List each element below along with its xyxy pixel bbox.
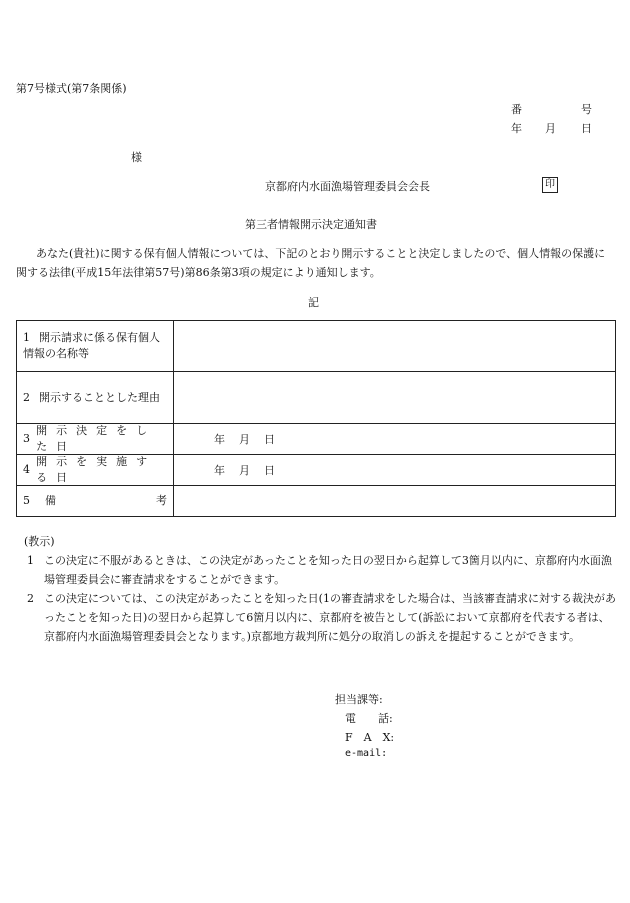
table-row-name — [17, 321, 615, 371]
row-label-text: 開示決定をした日 — [36, 424, 157, 453]
row-label-text-b: 考 — [156, 494, 167, 507]
note-text: この決定については、この決定があったことを知った日(1の審査請求をした場合は、当該審査請求に対する裁決があったことを知った日)の翌日から起算して6箇月以内に、京都府を被告として(訴訟において京都府を代表する者は、京都府内水面漁場管理委員会となります。)京都地方裁判所に処分の取消しの訴えを提起することができます。 — [44, 592, 616, 643]
row-label — [17, 321, 174, 371]
note-number: 2 — [27, 592, 34, 605]
table-row-decision-date — [17, 423, 615, 454]
row-number: 1 — [23, 331, 30, 344]
table-row-remarks — [17, 485, 615, 516]
contact-fax: F A X: — [345, 731, 395, 744]
row-label-text: 開示を実施する日 — [36, 455, 157, 484]
date-year: 年 — [214, 464, 225, 477]
row-number: 5 — [23, 494, 30, 507]
note-text: この決定に不服があるときは、この決定があったことを知った日の翌日から起算して3箇月以内に、京都府内水面漁場管理委員会に審査請求をすることができます。 — [44, 554, 612, 586]
row-label — [17, 424, 174, 454]
row-value[interactable] — [174, 372, 615, 423]
document-title: 第三者情報開示決定通知書 — [245, 218, 377, 231]
table-row-reason — [17, 371, 615, 423]
row-label — [17, 372, 174, 423]
row-label — [17, 486, 174, 516]
number-ban: 番 — [511, 103, 522, 116]
row-value[interactable] — [174, 321, 615, 371]
date-month: 月 — [239, 433, 250, 446]
date-month: 月 — [239, 464, 250, 477]
addressee-suffix: 様 — [131, 151, 142, 164]
row-number: 2 — [23, 390, 30, 404]
row-value-date[interactable] — [174, 424, 615, 454]
note-item — [27, 551, 617, 589]
date-year: 年 — [214, 433, 225, 446]
sender-name: 京都府内水面漁場管理委員会会長 — [265, 180, 430, 193]
row-value[interactable] — [174, 486, 615, 516]
form-number: 第7号様式(第7条関係) — [16, 82, 127, 95]
row-value-date[interactable] — [174, 455, 615, 485]
row-label — [17, 455, 174, 485]
date-day: 日 — [581, 122, 592, 135]
row-label-text-a: 備 — [45, 494, 56, 507]
row-label-text: 開示することとした理由 — [39, 390, 160, 404]
contact-email: e-mail: — [345, 748, 388, 759]
note-item — [27, 589, 617, 646]
contact-phone: 電 話: — [345, 712, 393, 725]
contact-section: 担当課等: — [335, 693, 383, 706]
notes-heading: (教示) — [24, 535, 55, 548]
details-table — [16, 320, 616, 517]
seal-mark: 印 — [542, 177, 558, 193]
date-day: 日 — [264, 464, 275, 477]
ki-label: 記 — [308, 296, 319, 309]
date-day: 日 — [264, 433, 275, 446]
row-number: 4 — [23, 463, 30, 476]
note-number: 1 — [27, 554, 34, 567]
table-row-implementation-date — [17, 454, 615, 485]
row-number: 3 — [23, 432, 30, 445]
row-label-text: 開示請求に係る保有個人情報の名称等 — [23, 331, 160, 360]
number-go: 号 — [581, 103, 592, 116]
date-year: 年 — [511, 122, 522, 135]
body-text: あなた(貴社)に関する保有個人情報については、下記のとおり開示することと決定しましたので、個人情報の保護に関する法律(平成15年法律第57号)第86条第3項の規定により通知します。 — [16, 247, 606, 279]
date-month: 月 — [545, 122, 556, 135]
